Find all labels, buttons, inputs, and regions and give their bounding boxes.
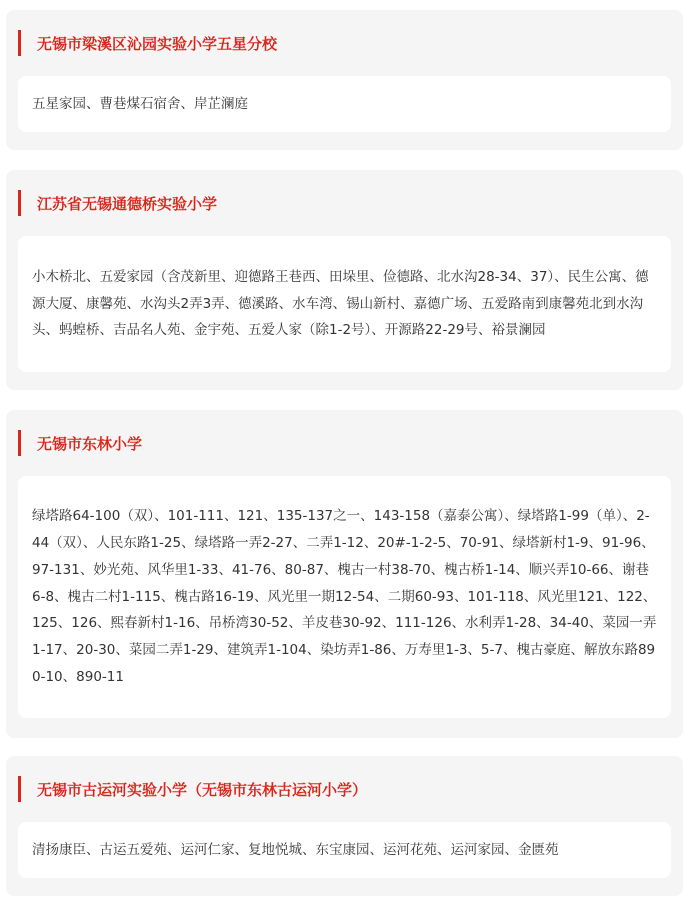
section-title: 无锡市梁溪区沁园实验小学五星分校 — [18, 30, 277, 56]
section-content: 清扬康臣、古运五爱苑、运河仁家、复地悦城、东宝康园、运河花苑、运河家园、金匮苑 — [32, 841, 559, 858]
section-title: 无锡市东林小学 — [18, 430, 142, 456]
section-title: 江苏省无锡通德桥实验小学 — [18, 190, 217, 216]
section-content-box — [18, 822, 671, 878]
section-content: 小木桥北、五爱家园（含茂新里、迎德路王巷西、田垛里、俭德路、北水沟28-34、37）、民生公寓、德源大厦、康馨苑、水沟头2弄3弄、德溪路、水车湾、锡山新村、嘉德广场、五爱路南到康馨苑北到水沟头、蚂蝗桥、吉品名人苑、金宇苑、五爱人家（除1-2号）、开源路22-29号、裕景澜园 — [32, 268, 649, 339]
section-content: 绿塔路64-100（双）、101-111、121、135-137之一、143-158（嘉泰公寓）、绿塔路1-99（单）、2-44（双）、人民东路1-25、绿塔路一弄2-27、二弄1-12、20#-1-2-5、70-91、绿塔新村1-9、91-96、97-131、妙光苑、风华里1-33、41-76、80-87、槐古一村38-70、槐古桥1-14、顺兴弄10-66、谢巷6-8、槐古二村1-115、槐古路16-19、风光里一期12-54、二期60-93、101-118、风光里121、122、125、126、熙春新村1-16、吊桥湾30-52、羊皮巷30-92、111-126、水利弄1-28、34-40、菜园一弄1-17、20-30、菜园二弄1-29、建筑弄1-104、染坊弄1-86、万寿里1-3、5-7、槐古豪庭、解放东路890-10、890-11 — [32, 508, 657, 685]
section-card-guyunhe — [6, 756, 683, 896]
section-content: 五星家园、曹巷煤石宿舍、岸芷澜庭 — [32, 95, 248, 112]
section-content-box — [18, 76, 671, 132]
section-card-wuxing — [6, 10, 683, 150]
section-card-tongdeqiao — [6, 170, 683, 390]
section-title: 无锡市古运河实验小学（无锡市东林古运河小学） — [18, 776, 367, 802]
section-content-box — [18, 236, 671, 372]
section-content-box — [18, 476, 671, 718]
section-card-donglin — [6, 410, 683, 738]
